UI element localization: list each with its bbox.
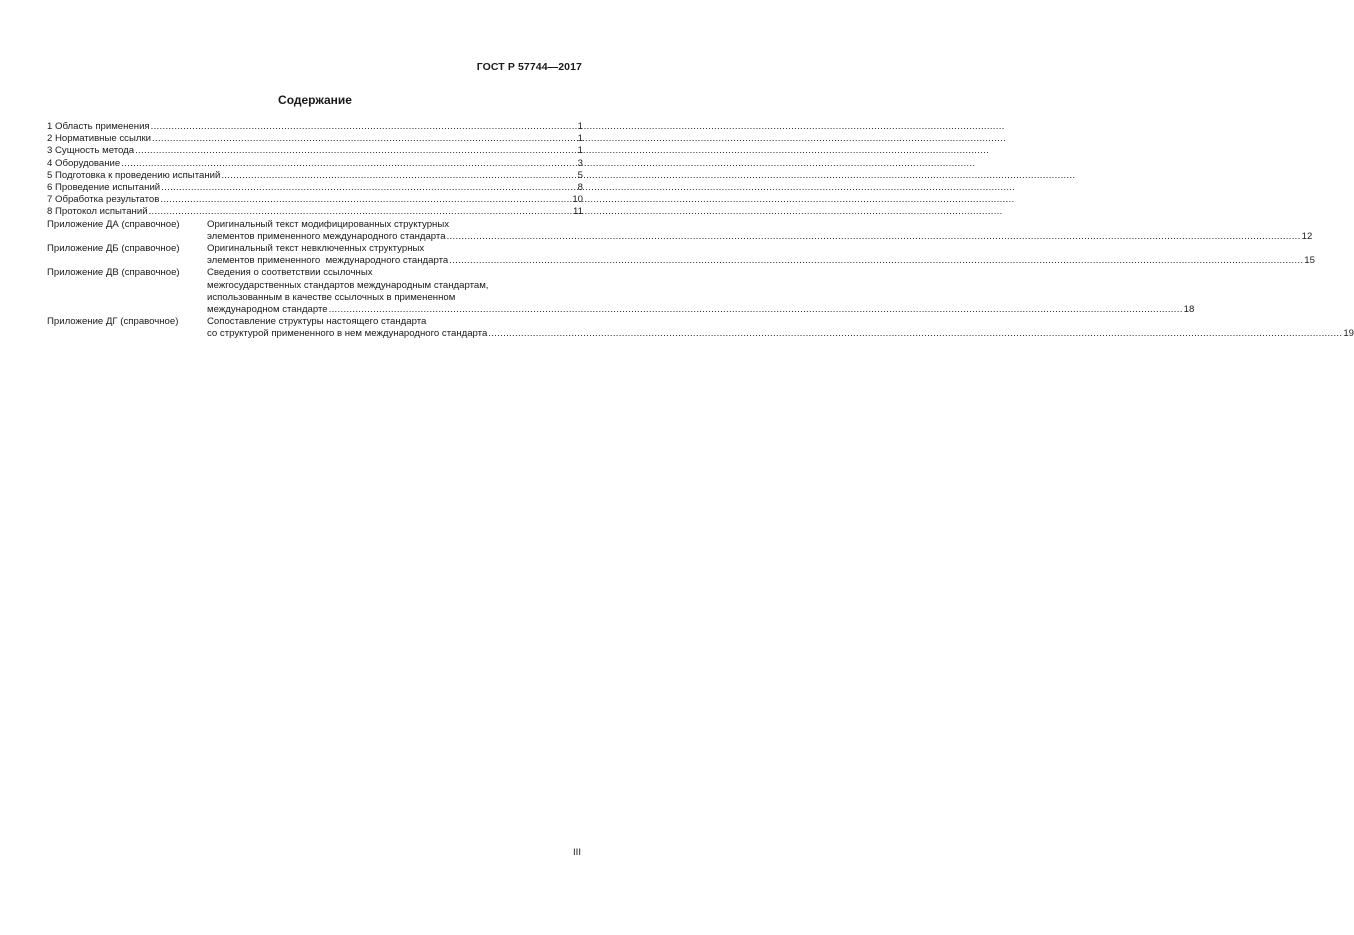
toc-entry[interactable] [47, 206, 583, 218]
toc-leader-dots [329, 304, 1183, 316]
toc-entry[interactable] [47, 194, 583, 206]
appendix-title-line: Сопоставление структуры настоящего стандарта [207, 316, 427, 328]
toc-entry-title: 8 Протокол испытаний [47, 206, 148, 218]
appendix-title-line: использованным в качестве ссылочных в примененном [207, 291, 456, 303]
appendix-last-line [207, 231, 1312, 243]
appendix-title [207, 267, 1194, 316]
toc-entry-page: 1 [577, 133, 583, 145]
appendix-title-line: международном стандарте [207, 304, 328, 316]
toc-leader-dots [221, 170, 576, 182]
appendix-title-line: Оригинальный текст модифицированных структурных [207, 218, 450, 230]
toc-entry-page: 11 [573, 206, 583, 218]
toc-entry[interactable] [47, 170, 583, 182]
appendix-label: Приложение ДБ (справочное) [47, 243, 180, 255]
toc-entry-page: 3 [577, 157, 583, 169]
toc-entry-page: 8 [577, 182, 583, 194]
appendix-last-line [207, 328, 1354, 340]
toc-leader-dots [160, 194, 571, 206]
toc-entry[interactable] [47, 158, 583, 170]
toc-leader-dots [449, 255, 1303, 267]
toc-leader-dots [152, 133, 577, 145]
appendix-title-line: межгосударственных стандартов международным стандартам, [207, 279, 489, 291]
toc-appendix-entry[interactable] [47, 267, 1195, 316]
toc-entry-title: 7 Обработка результатов [47, 194, 160, 206]
toc-entry[interactable] [47, 182, 583, 194]
toc-entry[interactable] [47, 145, 583, 157]
appendix-title [207, 243, 1315, 267]
toc-entry-page: 18 [1183, 304, 1195, 316]
toc-leader-dots [121, 158, 576, 170]
toc-entry-page: 19 [1343, 328, 1354, 340]
toc-entry-page: 1 [577, 121, 583, 132]
toc-entry-title: 5 Подготовка к проведению испытаний [47, 169, 221, 181]
toc-entry-page: 5 [577, 169, 583, 181]
toc-entry-page: 1 [577, 145, 583, 157]
toc-entry-title: 6 Проведение испытаний [47, 182, 161, 194]
toc-leader-dots [135, 145, 577, 157]
toc-entry-title: 3 Сущность метода [47, 145, 135, 157]
toc-entry-title: 1 Область применения [47, 121, 150, 132]
toc-entry-page: 15 [1304, 255, 1315, 267]
page-number: III [573, 847, 581, 858]
toc-entry[interactable] [47, 121, 583, 133]
appendix-label: Приложение ДГ (справочное) [47, 316, 179, 328]
toc-entry-title: 4 Оборудование [47, 157, 121, 169]
toc-entry-page: 12 [1301, 230, 1313, 242]
toc-appendix-entry[interactable] [47, 243, 1315, 267]
appendix-last-line [207, 255, 1315, 267]
appendix-label: Приложение ДА (справочное) [47, 218, 180, 230]
toc-appendix-entry[interactable] [47, 316, 1354, 340]
appendix-title-line: со структурой примененного в нем международного стандарта [207, 328, 488, 340]
appendix-last-line [207, 304, 1194, 316]
toc-leader-dots [149, 206, 572, 218]
appendix-title-line: элементов примененного международного стандарта [207, 255, 449, 267]
toc-entry-title: 2 Нормативные ссылки [47, 133, 152, 145]
toc-appendix-entry[interactable] [47, 218, 1313, 243]
toc-leader-dots [151, 121, 577, 133]
toc-leader-dots [161, 182, 576, 194]
page-title: Содержание [278, 93, 352, 107]
appendix-label: Приложение ДВ (справочное) [47, 267, 180, 279]
appendix-title-line: Оригинальный текст невключенных структурных [207, 243, 425, 255]
toc-entry-page: 10 [572, 194, 583, 206]
appendix-title [207, 219, 1312, 243]
document-code: ГОСТ Р 57744—2017 [476, 61, 582, 73]
appendix-title-line: Сведения о соответствии ссылочных [207, 267, 373, 279]
table-of-contents [47, 121, 1354, 341]
appendix-title-line: элементов примененного международного стандарта [207, 230, 446, 242]
appendix-title [207, 316, 1354, 340]
toc-entry[interactable] [47, 133, 583, 145]
toc-leader-dots [447, 231, 1301, 243]
toc-leader-dots [488, 328, 1342, 340]
